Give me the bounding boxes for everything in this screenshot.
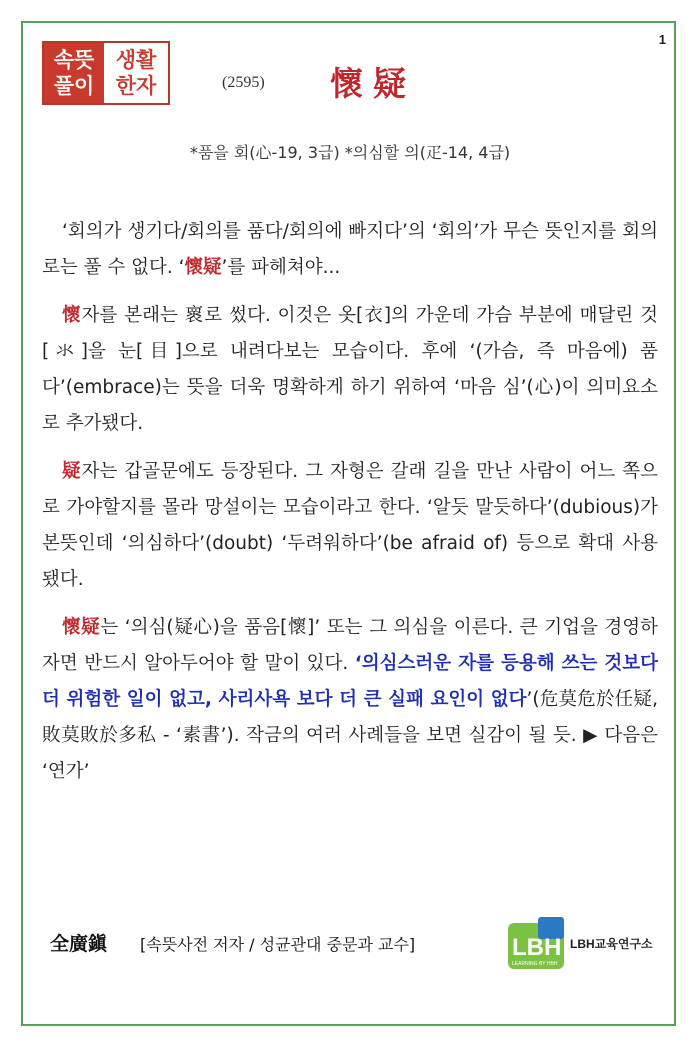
series-logo: [42, 41, 170, 105]
lbh-tagline: LEARNING BY HBH: [512, 961, 558, 967]
character-info: *품을 회(心-19, 3급) *의심할 의(疋-14, 4급): [189, 143, 511, 162]
logo-text-1: 속뜻: [53, 48, 95, 72]
logo-right-block: [104, 43, 168, 103]
article-body: [42, 214, 658, 802]
lbh-mark-text: LBH: [512, 934, 562, 961]
institute-name: LBH교육연구소: [570, 936, 653, 951]
text-span: ’(危莫危於任疑, 敗莫敗於多私 - ‘素書’). 작금의 여러 사례들을 보면 실감이 될 듯. ▶ 다음은 ‘연가’: [42, 689, 658, 782]
text-span: ‘회의가 생기다/회의를 품다/회의에 빠지다’의 ‘회의’가 무슨 뜻인지를 회의로는 풀 수 없다. ‘: [42, 221, 658, 278]
text-span: 는 ‘의심(疑心)을 품음[懷]’ 또는 그 의심을 이른다. 큰 기업을 경영하자면 반드시 알아두어야 할 말이 있다.: [42, 617, 658, 674]
author-role: [속뜻사전 저자 / 성균관대 중문과 교수]: [140, 935, 416, 954]
highlight-term: 疑: [62, 461, 82, 482]
logo-text-3: 생활: [115, 48, 157, 72]
lbh-logo-icon: [508, 917, 564, 969]
page-number: 1: [658, 32, 666, 47]
serial-number: (2595): [222, 74, 265, 91]
highlight-term: 懷疑: [62, 617, 101, 638]
logo-text-4: 한자: [115, 74, 157, 98]
paragraph-4: [42, 610, 658, 790]
institute-logo: [508, 917, 653, 969]
logo-text-2: 풀이: [53, 74, 95, 98]
highlight-term: 懷疑: [184, 257, 222, 278]
logo-left-block: [44, 43, 104, 103]
paragraph-3: [42, 454, 658, 598]
text-span: ’를 파헤쳐야...: [221, 257, 341, 278]
quote-highlight: ‘의심스러운 자를 등용해 쓰는 것보다 더 위험한 일이 없고, 사리사욕 보다 더 큰 실패 요인이 없다: [42, 653, 659, 710]
highlight-term: 懷: [62, 305, 82, 326]
paragraph-1: [42, 214, 658, 286]
author-name: 全廣鎭: [50, 933, 108, 955]
text-span: 자를 본래는 褱로 썼다. 이것은 옷[衣]의 가운데 가슴 부분에 매달린 것[氺]을 눈[目]으로 내려다보는 모습이다. 후에 ‘(가슴, 즉 마음에) 품다’(embrace)는 뜻을 더욱 명확하게 하기 위하여 ‘마음 심’(心)이 의미요소로 추가됐다.: [42, 305, 658, 434]
page-title: 懷疑: [330, 64, 416, 103]
paragraph-2: [42, 298, 658, 442]
text-span: 자는 갑골문에도 등장된다. 그 자형은 갈래 길을 만난 사람이 어느 쪽으로 가야할지를 몰라 망설이는 모습이라고 한다. ‘알듯 말듯하다’(dubious)가 본뜻인데 ‘의심하다’(doubt) ‘두려워하다’(be afraid of) 등으로 확대 사용됐다.: [42, 461, 658, 590]
